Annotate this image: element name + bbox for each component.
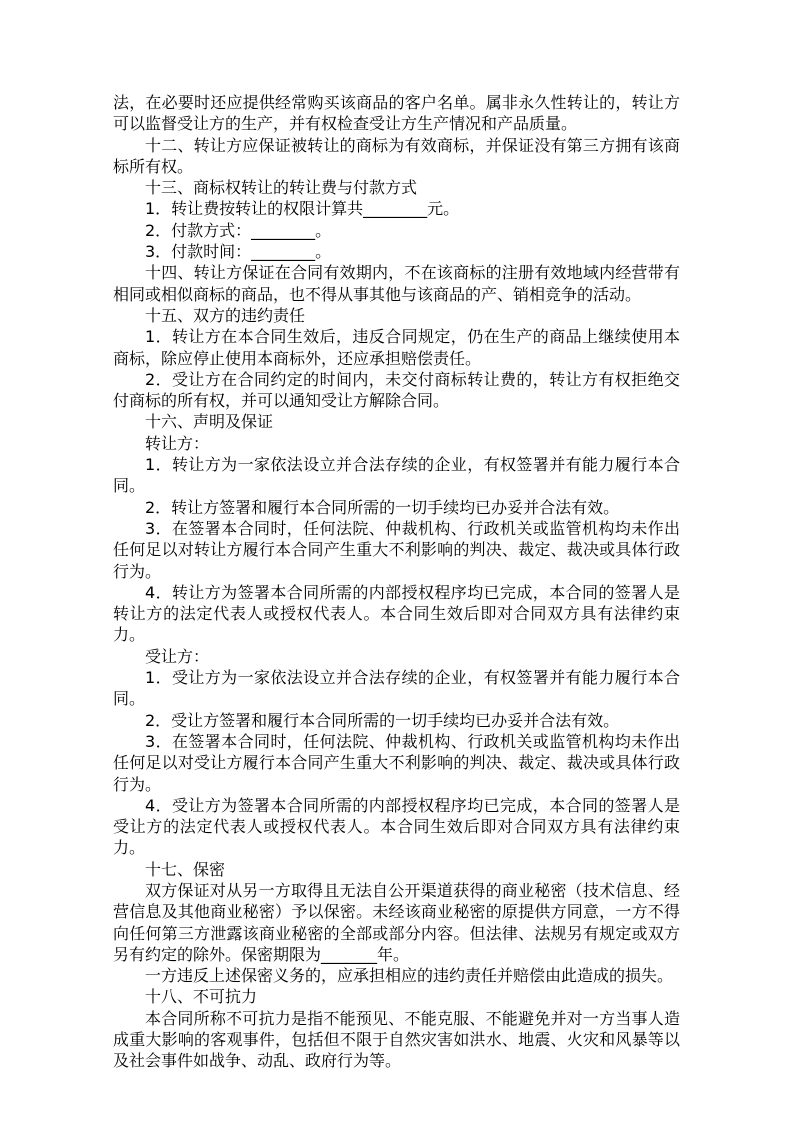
paragraph-24: 一方违反上述保密义务的，应承担相应的违约责任并赔偿由此造成的损失。	[145, 966, 674, 986]
paragraph-11: 十六、声明及保证	[145, 412, 274, 432]
paragraph-15: 3．在签署本合同时，任何法院、仲裁机构、行政机关或监管机构均未作出任何足以对转让方履行本合同产生重大不利影响的判决、裁定、裁决或具体行政行为。	[113, 518, 680, 581]
paragraph-13: 1．转让方为一家依法设立并合法存续的企业，有权签署并有能力履行本合同。	[113, 455, 680, 496]
paragraph-4: 1．转让费按转让的权限计算共________元。	[145, 199, 460, 219]
paragraph-6: 3．付款时间：________。	[145, 242, 332, 262]
paragraph-1: 法，在必要时还应提供经常购买该商品的客户名单。属非永久性转让的，转让方可以监督受让方的生产，并有权检查受让方生产情况和产品质量。	[113, 93, 680, 134]
paragraph-22: 十七、保密	[145, 859, 226, 879]
paragraph-26: 本合同所称不可抗力是指不能预见、不能克服、不能避免并对一方当事人造成重大影响的客观事件，包括但不限于自然灾害如洪水、地震、火灾和风暴等以及社会事件如战争、动乱、政府行为等。	[113, 1008, 680, 1071]
paragraph-9: 1．转让方在本合同生效后，违反合同规定，仍在生产的商品上继续使用本商标，除应停止使用本商标外，还应承担赔偿责任。	[113, 327, 680, 368]
paragraph-17: 受让方：	[145, 646, 210, 666]
contract-body	[113, 92, 680, 1072]
paragraph-3: 十三、商标权转让的转让费与付款方式	[145, 178, 418, 198]
paragraph-8: 十五、双方的违约责任	[145, 305, 306, 325]
paragraph-5: 2．付款方式：________。	[145, 220, 332, 240]
paragraph-19: 2．受让方签署和履行本合同所需的一切手续均已办妥并合法有效。	[145, 710, 620, 730]
paragraph-10: 2．受让方在合同约定的时间内，未交付商标转让费的，转让方有权拒绝交付商标的所有权，并可以通知受让方解除合同。	[113, 369, 680, 411]
paragraph-14: 2．转让方签署和履行本合同所需的一切手续均已办妥并合法有效。	[145, 497, 620, 517]
paragraph-25: 十八、不可抗力	[145, 987, 258, 1007]
paragraph-21: 4．受让方为签署本合同所需的内部授权程序均已完成，本合同的签署人是受让方的法定代表人或授权代表人。本合同生效后即对合同双方具有法律约束力。	[113, 795, 680, 858]
paragraph-2: 十二、转让方应保证被转让的商标为有效商标，并保证没有第三方拥有该商标所有权。	[113, 135, 680, 176]
paragraph-18: 1．受让方为一家依法设立并合法存续的企业，有权签署并有能力履行本合同。	[113, 668, 680, 709]
paragraph-23: 双方保证对从另一方取得且无法自公开渠道获得的商业秘密（技术信息、经营信息及其他商业秘密）予以保密。未经该商业秘密的原提供方同意，一方不得向任何第三方泄露该商业秘密的全部或部分内容。但法律、法规另有规定或双方另有约定的除外。保密期限为_______年。	[113, 880, 680, 964]
paragraph-20: 3．在签署本合同时，任何法院、仲裁机构、行政机关或监管机构均未作出任何足以对受让方履行本合同产生重大不利影响的判决、裁定、裁决或具体行政行为。	[113, 731, 680, 794]
paragraph-12: 转让方：	[145, 433, 210, 453]
paragraph-16: 4．转让方为签署本合同所需的内部授权程序均已完成，本合同的签署人是转让方的法定代表人或授权代表人。本合同生效后即对合同双方具有法律约束力。	[113, 582, 680, 645]
paragraph-7: 十四、转让方保证在合同有效期内，不在该商标的注册有效地域内经营带有相同或相似商标的商品，也不得从事其他与该商品的产、销相竞争的活动。	[113, 263, 680, 304]
